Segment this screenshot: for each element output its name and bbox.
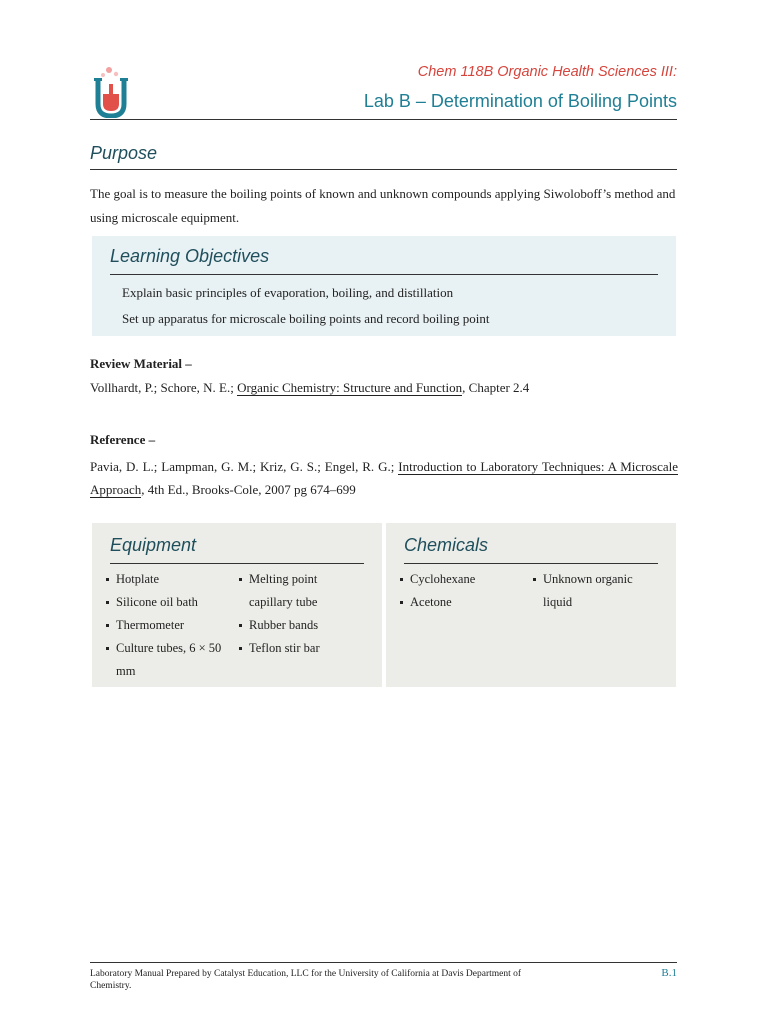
chem-logo-icon (92, 66, 134, 118)
reference-citation (90, 455, 678, 501)
header-divider (90, 119, 677, 120)
list-item: Teflon stir bar (239, 637, 344, 660)
course-title: Chem 118B Organic Health Sciences III: (417, 64, 677, 80)
list-item: Unknown organic liquid (533, 568, 638, 614)
learning-objectives-divider (110, 274, 658, 275)
chemicals-heading: Chemicals (404, 535, 489, 555)
learning-objectives-box (92, 236, 676, 336)
chemicals-panel (386, 523, 676, 687)
list-item: Acetone (400, 591, 520, 614)
review-label: Review Material – (90, 356, 192, 371)
chemicals-divider (404, 563, 658, 564)
equipment-list-col2 (239, 568, 344, 660)
learning-objectives-list (122, 280, 490, 332)
footer-text: Laboratory Manual Prepared by Catalyst Education, LLC for the University of California at Davis Department of Chemistry. (90, 969, 522, 991)
list-item: Culture tubes, 6 × 50 mm (106, 637, 226, 683)
footer-divider (90, 962, 677, 963)
list-item: Set up apparatus for microscale boiling points and record boiling point (122, 311, 490, 326)
reference-authors: Pavia, D. L.; Lampman, G. M.; Kriz, G. S.; Engel, R. G.; (90, 459, 395, 474)
chemicals-list-col2 (533, 568, 638, 614)
list-item: Silicone oil bath (106, 591, 226, 614)
learning-objectives-heading: Learning Objectives (110, 246, 270, 266)
purpose-heading: Purpose (90, 143, 158, 163)
list-item: Hotplate (106, 568, 226, 591)
reference-label: Reference – (90, 432, 156, 447)
purpose-text: The goal is to measure the boiling points of known and unknown compounds applying Siwoloboff’s method and using microscale equipment. (90, 186, 676, 225)
lab-title: Lab B – Determination of Boiling Points (363, 91, 677, 111)
equipment-panel (92, 523, 382, 687)
review-citation (90, 378, 529, 398)
equipment-list-col1 (106, 568, 226, 683)
reference-book-link[interactable]: Introduction to Laboratory Techniques: A Microscale Approach (90, 459, 678, 497)
review-authors: Vollhardt, P.; Schore, N. E.; (90, 380, 234, 395)
equipment-divider (110, 563, 364, 564)
equipment-heading: Equipment (110, 535, 197, 555)
list-item: Cyclohexane (400, 568, 520, 591)
list-item: Melting point capillary tube (239, 568, 344, 614)
list-item: Rubber bands (239, 614, 344, 637)
list-item: Thermometer (106, 614, 226, 637)
purpose-divider (90, 169, 677, 170)
reference-suffix: , 4th Ed., Brooks-Cole, 2007 pg 674–699 (141, 482, 356, 497)
chemicals-list-col1 (400, 568, 520, 614)
page-number: B.1 (661, 967, 677, 979)
review-suffix: , Chapter 2.4 (462, 380, 530, 395)
list-item: Explain basic principles of evaporation, boiling, and distillation (122, 285, 454, 300)
review-book-link[interactable]: Organic Chemistry: Structure and Function (237, 380, 463, 395)
